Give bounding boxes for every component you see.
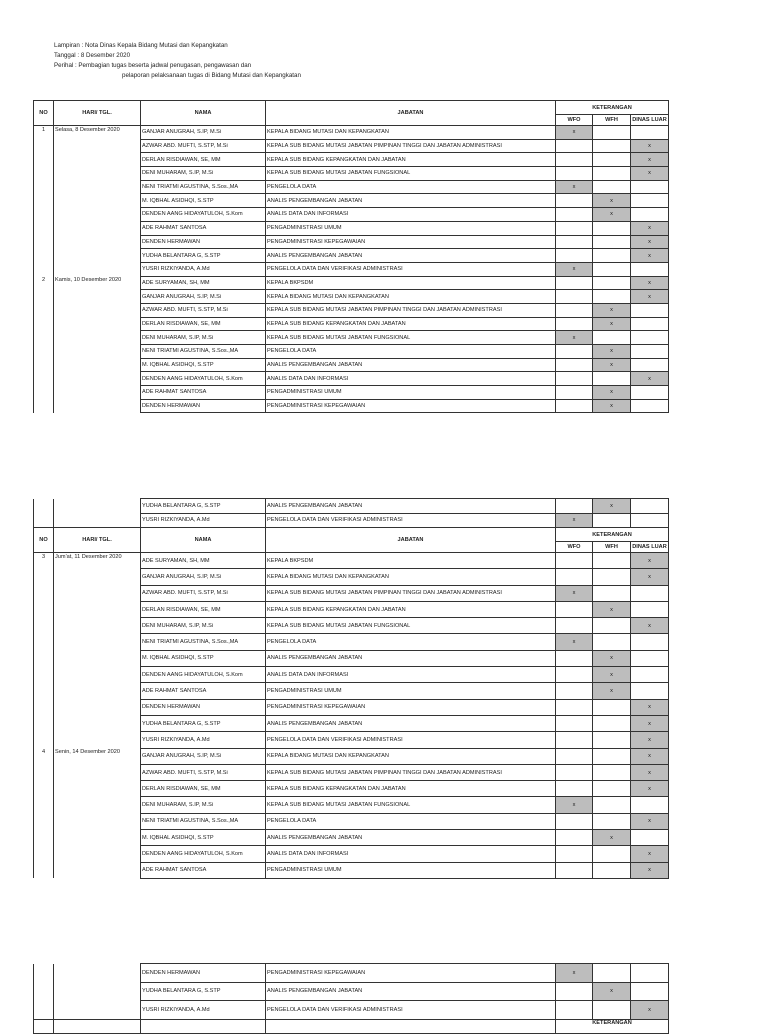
row-jabatan: KEPALA BIDANG MUTASI DAN KEPANGKATAN (266, 748, 556, 764)
mark-wfh (593, 553, 631, 569)
mark-dl: x (631, 235, 669, 249)
row-nama: DENDEN HERMAWAN (141, 964, 266, 983)
row-nama: ADE RAHMAT SANTOSA (141, 386, 266, 400)
mark-dl: x (631, 276, 669, 290)
mark-wfh: x (593, 830, 631, 846)
row-nama: M. IQBHAL ASIDHQI, S.STP (141, 830, 266, 846)
mark-wfh: x (593, 683, 631, 699)
mark-wfo: x (556, 585, 593, 601)
mark-dl (631, 358, 669, 372)
schedule-table-page-3 (33, 963, 669, 1034)
table-row (34, 513, 669, 528)
mark-dl: x (631, 290, 669, 304)
row-jabatan: ANALIS DATA DAN INFORMASI (266, 208, 556, 222)
row-jabatan: KEPALA SUB BIDANG KEPANGKATAN DAN JABATAN (266, 601, 556, 617)
mark-dl (631, 399, 669, 413)
mark-dl (631, 797, 669, 813)
row-nama: ADE RAHMAT SANTOSA (141, 862, 266, 878)
mark-dl: x (631, 846, 669, 862)
mark-dl: x (631, 553, 669, 569)
row-jabatan: ANALIS PENGEMBANGAN JABATAN (266, 358, 556, 372)
mark-wfh (593, 862, 631, 878)
row-nama: DENDEN AANG HIDAYATULOH, S.Kom (141, 208, 266, 222)
table-row (34, 276, 669, 290)
mark-wfh: x (593, 399, 631, 413)
mark-dl (631, 345, 669, 359)
mark-dl (631, 303, 669, 317)
header-nama: NAMA (141, 528, 266, 553)
row-jabatan: PENGADMINISTRASI UMUM (266, 221, 556, 235)
mark-dl (631, 964, 669, 983)
mark-wfh: x (593, 650, 631, 666)
mark-wfo (556, 553, 593, 569)
mark-wfo: x (556, 513, 593, 528)
header-jabatan: JABATAN (266, 528, 556, 553)
row-nama: NENI TRIATMI AGUSTINA, S.Sos.,MA (141, 813, 266, 829)
table-row (34, 748, 669, 764)
mark-dl (631, 634, 669, 650)
mark-dl (631, 180, 669, 194)
row-no-empty (34, 499, 54, 514)
row-nama: M. IQBHAL ASIDHQI, S.STP (141, 358, 266, 372)
mark-wfh: x (593, 386, 631, 400)
row-jabatan: ANALIS PENGEMBANGAN JABATAN (266, 982, 556, 1001)
row-nama: AZWAR ABD. MUFTI, S.STP, M.Si (141, 139, 266, 153)
row-jabatan: PENGADMINISTRASI UMUM (266, 386, 556, 400)
header-dinas-luar: DINAS LUAR (631, 115, 669, 126)
header-nama: NAMA (141, 101, 266, 126)
row-jabatan: PENGADMINISTRASI UMUM (266, 683, 556, 699)
mark-wfh: x (593, 499, 631, 514)
row-jabatan: KEPALA SUB BIDANG MUTASI JABATAN FUNGSIONAL (266, 331, 556, 345)
mark-wfh (593, 513, 631, 528)
row-nama: NENI TRIATMI AGUSTINA, S.Sos.,MA (141, 345, 266, 359)
row-nama: DENI MUHARAM, S.IP, M.Si (141, 797, 266, 813)
row-jabatan: ANALIS PENGEMBANGAN JABATAN (266, 499, 556, 514)
mark-wfo (556, 221, 593, 235)
row-date-empty (54, 513, 141, 528)
row-nama: M. IQBHAL ASIDHQI, S.STP (141, 194, 266, 208)
document-header (54, 41, 301, 81)
row-jabatan: KEPALA SUB BIDANG KEPANGKATAN DAN JABATAN (266, 317, 556, 331)
mark-wfh (593, 748, 631, 764)
mark-dl: x (631, 167, 669, 181)
header-hari: HARI/ TGL. (54, 528, 141, 553)
mark-wfh (593, 1001, 631, 1020)
mark-dl (631, 667, 669, 683)
mark-wfh: x (593, 208, 631, 222)
mark-wfo (556, 846, 593, 862)
row-jabatan: PENGADMINISTRASI KEPEGAWAIAN (266, 399, 556, 413)
mark-wfo (556, 667, 593, 683)
row-jabatan: ANALIS PENGEMBANGAN JABATAN (266, 715, 556, 731)
mark-wfo (556, 386, 593, 400)
mark-wfo (556, 982, 593, 1001)
row-no: 1 (34, 126, 54, 277)
mark-wfh (593, 764, 631, 780)
mark-wfo (556, 699, 593, 715)
mark-wfh: x (593, 194, 631, 208)
row-jabatan: KEPALA SUB BIDANG MUTASI JABATAN FUNGSIONAL (266, 797, 556, 813)
mark-dl: x (631, 781, 669, 797)
mark-wfo (556, 830, 593, 846)
mark-wfh: x (593, 667, 631, 683)
mark-dl: x (631, 732, 669, 748)
mark-wfh: x (593, 303, 631, 317)
mark-dl: x (631, 862, 669, 878)
mark-dl (631, 513, 669, 528)
mark-wfo (556, 650, 593, 666)
mark-wfo (556, 303, 593, 317)
header-perihal-cont: pelaporan pelaksanaan tugas di Bidang Mutasi dan Kepangkatan (122, 72, 301, 79)
row-jabatan: PENGELOLA DATA DAN VERIFIKASI ADMINISTRASI (266, 513, 556, 528)
row-jabatan: ANALIS DATA DAN INFORMASI (266, 667, 556, 683)
mark-wfh: x (593, 358, 631, 372)
mark-dl (631, 683, 669, 699)
row-jabatan: KEPALA SUB BIDANG KEPANGKATAN DAN JABATAN (266, 781, 556, 797)
mark-wfo (556, 499, 593, 514)
row-jabatan: PENGELOLA DATA (266, 634, 556, 650)
row-jabatan: PENGELOLA DATA (266, 813, 556, 829)
table-row (34, 499, 669, 514)
row-nama: GANJAR ANUGRAH, S.IP, M.Si (141, 126, 266, 140)
row-jabatan: KEPALA BKPSDM (266, 276, 556, 290)
mark-dl: x (631, 249, 669, 263)
mark-dl (631, 317, 669, 331)
row-jabatan: KEPALA SUB BIDANG MUTASI JABATAN FUNGSIONAL (266, 618, 556, 634)
mark-wfh: x (593, 345, 631, 359)
table-row (34, 1001, 669, 1020)
table-row (34, 982, 669, 1001)
header-wfo: WFO (556, 542, 593, 553)
row-nama: DENDEN AANG HIDAYATULOH, S.Kom (141, 372, 266, 386)
row-date-empty (54, 964, 141, 983)
schedule-table-page-1 (33, 100, 669, 413)
row-nama: ADE SURYAMAN, SH, MM (141, 553, 266, 569)
row-jabatan: ANALIS PENGEMBANGAN JABATAN (266, 830, 556, 846)
mark-dl (631, 830, 669, 846)
row-nama: GANJAR ANUGRAH, S.IP, M.Si (141, 748, 266, 764)
mark-wfo (556, 276, 593, 290)
mark-dl (631, 499, 669, 514)
mark-dl: x (631, 139, 669, 153)
row-date: Senin, 14 Desember 2020 (54, 748, 141, 878)
mark-wfo: x (556, 331, 593, 345)
row-no: 3 (34, 553, 54, 749)
header-wfh: WFH (593, 115, 631, 126)
row-jabatan: PENGADMINISTRASI UMUM (266, 862, 556, 878)
row-nama: YUSRI RIZKIYANDA, A.Md (141, 732, 266, 748)
mark-wfh (593, 699, 631, 715)
row-nama: YUDHA BELANTARA G, S.STP (141, 249, 266, 263)
mark-wfo (556, 249, 593, 263)
row-date: Jum'at, 11 Desember 2020 (54, 553, 141, 749)
row-jabatan: KEPALA SUB BIDANG MUTASI JABATAN PIMPINAN TINGGI DAN JABATAN ADMINISTRASI (266, 303, 556, 317)
mark-dl: x (631, 221, 669, 235)
mark-wfo: x (556, 797, 593, 813)
mark-wfo (556, 235, 593, 249)
mark-dl (631, 386, 669, 400)
mark-wfh (593, 715, 631, 731)
row-jabatan: PENGADMINISTRASI KEPEGAWAIAN (266, 964, 556, 983)
mark-dl: x (631, 153, 669, 167)
mark-dl: x (631, 715, 669, 731)
header-wfh: WFH (593, 542, 631, 553)
mark-wfo (556, 290, 593, 304)
mark-wfo (556, 601, 593, 617)
mark-wfh (593, 732, 631, 748)
row-date: Kamis, 10 Desember 2020 (54, 276, 141, 413)
mark-dl (631, 262, 669, 276)
row-nama: YUSRI RIZKIYANDA, A.Md (141, 513, 266, 528)
header-perihal: Perihal : Pembagian tugas beserta jadwal penugasan, pengawasan dan (54, 62, 252, 69)
mark-wfo (556, 715, 593, 731)
row-nama: DERLAN RISDIAWAN, SE, MM (141, 153, 266, 167)
mark-wfo (556, 345, 593, 359)
row-jabatan: KEPALA SUB BIDANG MUTASI JABATAN FUNGSIONAL (266, 167, 556, 181)
row-nama: DERLAN RISDIAWAN, SE, MM (141, 601, 266, 617)
row-nama: DENDEN HERMAWAN (141, 399, 266, 413)
row-nama: ADE RAHMAT SANTOSA (141, 221, 266, 235)
row-jabatan: ANALIS DATA DAN INFORMASI (266, 846, 556, 862)
row-no-empty (34, 1001, 54, 1020)
row-jabatan: KEPALA SUB BIDANG MUTASI JABATAN PIMPINAN TINGGI DAN JABATAN ADMINISTRASI (266, 764, 556, 780)
row-nama: AZWAR ABD. MUFTI, S.STP, M.Si (141, 303, 266, 317)
mark-wfo (556, 358, 593, 372)
mark-wfh (593, 153, 631, 167)
mark-wfo (556, 748, 593, 764)
header-jabatan: JABATAN (266, 101, 556, 126)
mark-wfh (593, 634, 631, 650)
mark-wfh (593, 126, 631, 140)
row-no-empty (34, 513, 54, 528)
row-jabatan: ANALIS PENGEMBANGAN JABATAN (266, 249, 556, 263)
row-jabatan: PENGELOLA DATA DAN VERIFIKASI ADMINISTRASI (266, 732, 556, 748)
header-no: NO (34, 528, 54, 553)
row-nama: YUDHA BELANTARA G, S.STP (141, 499, 266, 514)
row-jabatan: KEPALA BIDANG MUTASI DAN KEPANGKATAN (266, 569, 556, 585)
row-nama: GANJAR ANUGRAH, S.IP, M.Si (141, 290, 266, 304)
row-jabatan: PENGELOLA DATA (266, 180, 556, 194)
row-date-empty (54, 1001, 141, 1020)
table-row (34, 126, 669, 140)
mark-dl (631, 650, 669, 666)
mark-wfh (593, 846, 631, 862)
mark-dl (631, 601, 669, 617)
row-nama: YUDHA BELANTARA G, S.STP (141, 715, 266, 731)
row-nama: NENI TRIATMI AGUSTINA, S.Sos.,MA (141, 634, 266, 650)
mark-wfo (556, 862, 593, 878)
mark-wfo (556, 317, 593, 331)
header-keterangan: KETERANGAN (556, 1019, 669, 1033)
mark-wfo (556, 618, 593, 634)
row-date: Selasa, 8 Desember 2020 (54, 126, 141, 277)
row-jabatan: KEPALA SUB BIDANG MUTASI JABATAN PIMPINAN TINGGI DAN JABATAN ADMINISTRASI (266, 139, 556, 153)
row-nama: DERLAN RISDIAWAN, SE, MM (141, 317, 266, 331)
mark-wfh (593, 167, 631, 181)
mark-dl: x (631, 764, 669, 780)
row-nama: M. IQBHAL ASIDHQI, S.STP (141, 650, 266, 666)
mark-wfh (593, 372, 631, 386)
row-nama: YUSRI RIZKIYANDA, A.Md (141, 1001, 266, 1020)
header-tanggal: Tanggal : 8 Desember 2020 (54, 52, 131, 59)
row-nama: DENI MUHARAM, S.IP, M.Si (141, 618, 266, 634)
row-no-empty (34, 982, 54, 1001)
row-jabatan: KEPALA BIDANG MUTASI DAN KEPANGKATAN (266, 290, 556, 304)
row-nama: DERLAN RISDIAWAN, SE, MM (141, 781, 266, 797)
row-jabatan: PENGELOLA DATA DAN VERIFIKASI ADMINISTRASI (266, 1001, 556, 1020)
row-nama: GANJAR ANUGRAH, S.IP, M.Si (141, 569, 266, 585)
mark-wfh: x (593, 601, 631, 617)
mark-wfo (556, 732, 593, 748)
header-keterangan: KETERANGAN (556, 528, 669, 542)
row-jabatan: PENGELOLA DATA (266, 345, 556, 359)
mark-wfo (556, 1001, 593, 1020)
mark-wfo (556, 167, 593, 181)
row-nama: YUDHA BELANTARA G, S.STP (141, 982, 266, 1001)
row-jabatan: PENGELOLA DATA DAN VERIFIKASI ADMINISTRASI (266, 262, 556, 276)
row-jabatan: ANALIS DATA DAN INFORMASI (266, 372, 556, 386)
schedule-table-page-2 (33, 498, 669, 879)
mark-dl: x (631, 618, 669, 634)
mark-wfh (593, 262, 631, 276)
header-wfo: WFO (556, 115, 593, 126)
row-nama: ADE SURYAMAN, SH, MM (141, 276, 266, 290)
mark-wfh (593, 249, 631, 263)
mark-wfo (556, 813, 593, 829)
header-hari: HARI/ TGL. (54, 101, 141, 126)
mark-wfo (556, 683, 593, 699)
mark-wfh (593, 139, 631, 153)
row-nama: ADE RAHMAT SANTOSA (141, 683, 266, 699)
mark-dl (631, 208, 669, 222)
row-jabatan: PENGADMINISTRASI KEPEGAWAIAN (266, 235, 556, 249)
row-nama: DENDEN HERMAWAN (141, 699, 266, 715)
row-jabatan: ANALIS PENGEMBANGAN JABATAN (266, 194, 556, 208)
row-date-empty (54, 982, 141, 1001)
mark-dl: x (631, 699, 669, 715)
mark-wfh (593, 235, 631, 249)
mark-dl (631, 126, 669, 140)
mark-wfh (593, 180, 631, 194)
mark-dl (631, 982, 669, 1001)
mark-dl: x (631, 569, 669, 585)
mark-wfo: x (556, 126, 593, 140)
row-no: 2 (34, 276, 54, 413)
mark-wfh (593, 276, 631, 290)
mark-wfh (593, 331, 631, 345)
row-nama: DENI MUHARAM, S.IP, M.Si (141, 167, 266, 181)
header-lampiran: Lampiran : Nota Dinas Kepala Bidang Mutasi dan Kepangkatan (54, 42, 228, 49)
mark-wfo (556, 781, 593, 797)
mark-wfo: x (556, 634, 593, 650)
mark-wfh: x (593, 317, 631, 331)
row-no-empty (34, 964, 54, 983)
row-jabatan: ANALIS PENGEMBANGAN JABATAN (266, 650, 556, 666)
row-nama: DENI MUHARAM, S.IP, M.Si (141, 331, 266, 345)
mark-dl (631, 331, 669, 345)
mark-dl: x (631, 748, 669, 764)
mark-wfh (593, 781, 631, 797)
mark-wfh (593, 290, 631, 304)
row-nama: AZWAR ABD. MUFTI, S.STP, M.Si (141, 585, 266, 601)
header-keterangan: KETERANGAN (556, 101, 669, 115)
mark-wfo (556, 764, 593, 780)
mark-wfo: x (556, 964, 593, 983)
row-nama: DENDEN AANG HIDAYATULOH, S.Kom (141, 667, 266, 683)
mark-wfo: x (556, 180, 593, 194)
table-row (34, 553, 669, 569)
mark-wfo (556, 194, 593, 208)
mark-wfo (556, 153, 593, 167)
row-nama: NENI TRIATMI AGUSTINA, S.Sos.,MA (141, 180, 266, 194)
row-jabatan: KEPALA BKPSDM (266, 553, 556, 569)
row-nama: YUSRI RIZKIYANDA, A.Md (141, 262, 266, 276)
row-jabatan: KEPALA BIDANG MUTASI DAN KEPANGKATAN (266, 126, 556, 140)
mark-wfo: x (556, 262, 593, 276)
mark-wfo (556, 139, 593, 153)
row-jabatan: KEPALA SUB BIDANG KEPANGKATAN DAN JABATAN (266, 153, 556, 167)
mark-dl: x (631, 372, 669, 386)
mark-wfo (556, 569, 593, 585)
mark-wfh (593, 797, 631, 813)
mark-wfh (593, 221, 631, 235)
mark-wfo (556, 372, 593, 386)
mark-wfo (556, 208, 593, 222)
row-jabatan: KEPALA SUB BIDANG MUTASI JABATAN PIMPINAN TINGGI DAN JABATAN ADMINISTRASI (266, 585, 556, 601)
mark-wfh (593, 964, 631, 983)
row-nama: DENDEN HERMAWAN (141, 235, 266, 249)
row-nama: DENDEN AANG HIDAYATULOH, S.Kom (141, 846, 266, 862)
mark-wfh (593, 813, 631, 829)
mark-dl: x (631, 1001, 669, 1020)
table-row (34, 964, 669, 983)
mark-wfh: x (593, 982, 631, 1001)
mark-dl (631, 194, 669, 208)
header-dinas-luar: DINAS LUAR (631, 542, 669, 553)
header-no: NO (34, 101, 54, 126)
mark-dl (631, 585, 669, 601)
row-nama: AZWAR ABD. MUFTI, S.STP, M.Si (141, 764, 266, 780)
mark-wfh (593, 585, 631, 601)
row-date-empty (54, 499, 141, 514)
mark-wfh (593, 569, 631, 585)
mark-dl: x (631, 813, 669, 829)
mark-wfh (593, 618, 631, 634)
mark-wfo (556, 399, 593, 413)
row-jabatan: PENGADMINISTRASI KEPEGAWAIAN (266, 699, 556, 715)
row-no: 4 (34, 748, 54, 878)
